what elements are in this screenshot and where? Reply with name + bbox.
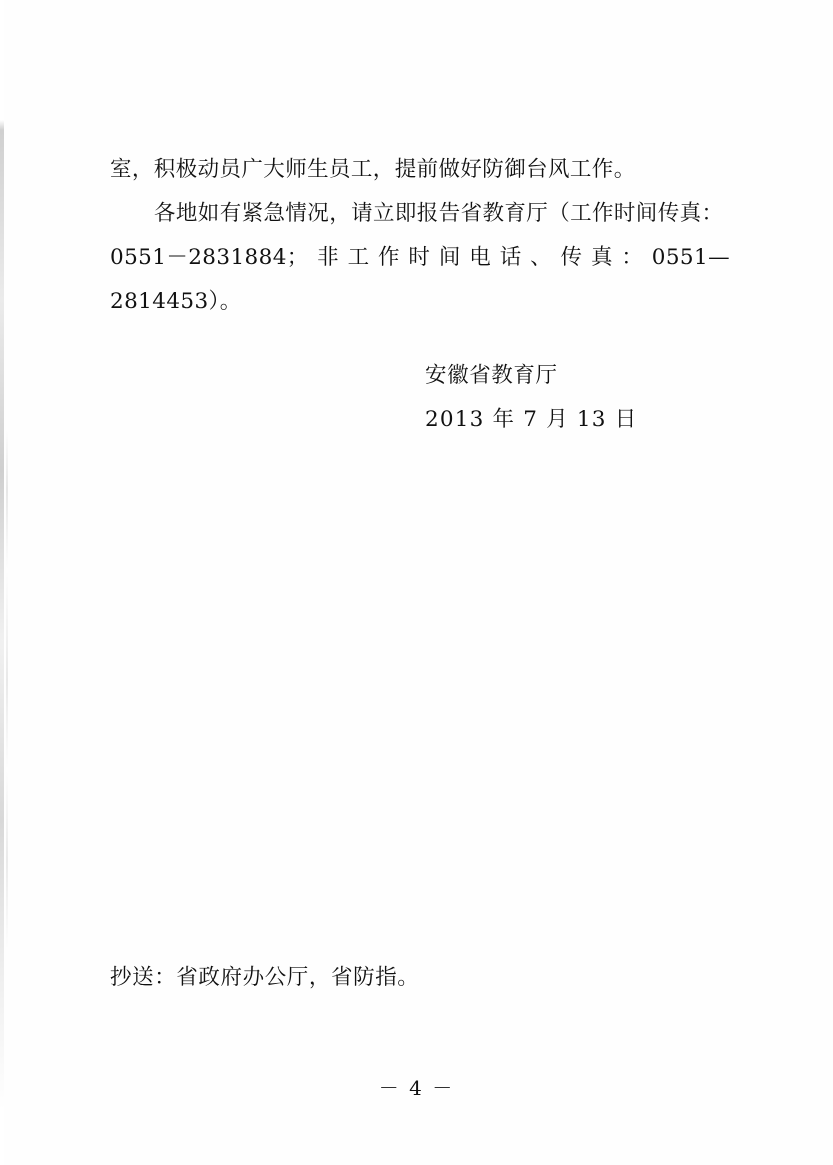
signature-date: 2013 年 7 月 13 日 xyxy=(425,407,638,432)
scan-edge-artifact-secondary xyxy=(6,430,8,990)
carbon-copy-line: 抄送：省政府办公厅，省防指。 xyxy=(110,965,420,990)
page-number: － 4 － xyxy=(378,1076,455,1100)
paragraph-emergency-contact-line1: 各地如有紧急情况，请立即报告省教育厅（工作时间传真： xyxy=(154,201,724,226)
scan-edge-artifact xyxy=(0,0,4,1165)
paragraph-continuation: 室，积极动员广大师生员工，提前做好防御台风工作。 xyxy=(110,157,636,182)
paragraph-emergency-contact-line2: 0551－2831884；非工作时间电话、传真：0551—2814453）。 xyxy=(110,245,730,314)
signature-organization: 安徽省教育厅 xyxy=(425,363,558,388)
paragraph-emergency-contact xyxy=(110,192,730,324)
